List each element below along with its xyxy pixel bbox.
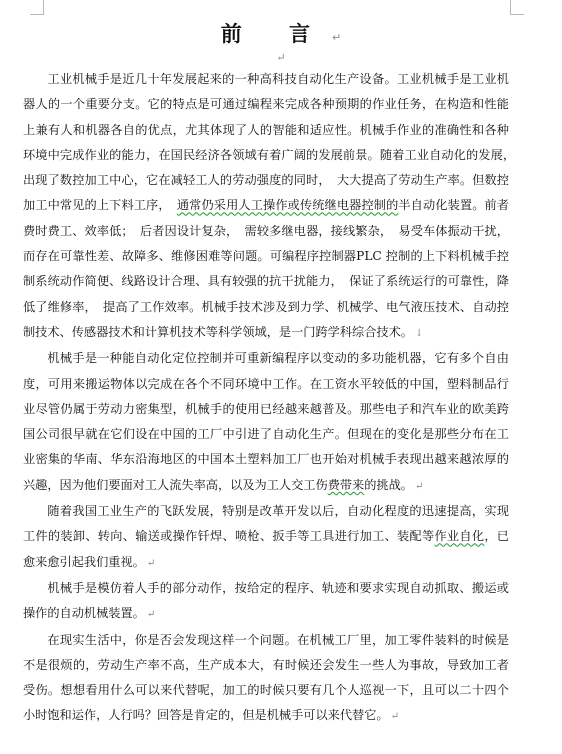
crop-mark-top-left [43, 0, 44, 14]
paragraph-1[interactable] [23, 67, 522, 346]
paragraph-text-continued: ，已愈来愈引起我们重视。 [23, 529, 509, 569]
paragraph-text: 机械手是模仿着人手的部分动作，按给定的程序、轨迹和要求实现自动抓取、搬运或操作的自动机械装置。 [23, 580, 509, 621]
paragraph-4[interactable] [23, 576, 509, 628]
document-title[interactable] [0, 18, 562, 54]
paragraph-mark-icon: ↵ [146, 609, 156, 621]
line-break-mark-icon: ↓ [415, 327, 424, 339]
title-text: 前 言 [220, 22, 331, 46]
crop-mark-top-right-horizontal [510, 14, 524, 15]
paragraph-text-continued: 的挑战。 [364, 477, 413, 492]
paragraph-mark-icon: ↵ [415, 480, 424, 492]
paragraph-text-continued: 半自动化装置。前者费时费工、效率低； 后者因设计复杂， 需较多继电器，接线繁杂， 易受车体振动干扰，而存在可靠性差、故障多、维修困难等问题。可编程序控制器PLC 控制的上下料机械手控制系统动作简便、线路设计合理、具有较强的抗干扰能力， 保证了系统运行的可靠性，降低了维修率， 提高了工作效率。机械手技术涉及到力学、机械学、电气液压技术、自动控制技术、传感器技术和计算机技术等科学领域，是一门跨学科综合技术。 [23, 198, 510, 339]
paragraph-3[interactable] [23, 499, 509, 576]
paragraph-mark-icon: ↵ [276, 51, 286, 64]
paragraph-5[interactable] [23, 628, 509, 730]
grammar-flagged-text: 作业自化 [434, 529, 485, 544]
paragraph-mark-icon: ↵ [332, 31, 342, 44]
empty-paragraph[interactable] [0, 52, 562, 64]
crop-mark-top-right [510, 0, 511, 14]
paragraph-2[interactable] [23, 346, 509, 499]
paragraph-mark-icon: ↵ [146, 557, 156, 569]
document-body[interactable] [23, 67, 522, 730]
grammar-flagged-text: 通常仍采用人工操作或传统继电器控制的 [176, 198, 399, 213]
paragraph-text: 随着我国工业生产的飞跃发展，特别是改革开发以后，自动化程度的迅速提高，实现工件的装卸、转向、输送或操作钎焊、喷枪、扳手等工具进行加工、装配等 [23, 504, 509, 544]
crop-mark-top-left-horizontal [30, 14, 44, 15]
paragraph-text: 机械手是一种能自动化定位控制并可重新编程序以变动的多功能机器，它有多个自由度，可用来搬运物体以完成在各个不同环境中工作。在工资水平较低的中国，塑料制品行业尽管仍属于劳动力密集型，机械手的使用已经越来越普及。那些电子和汽车业的欧美跨国公司很早就在它们设在中国的工厂中引进了自动化生产。但现在的变化是那些分布在工业密集的华南、华东沿海地区的中国本土塑料加工厂也开始对机械手表现出越来越浓厚的兴趣，因为他们要面对工人流失率高，以及为工人交工伤 [23, 351, 509, 492]
paragraph-text: 工业机械手是近几十年发展起来的一种高科技自动化生产设备。工业机械手是工业机器人的一个重要分支。它的特点是可通过编程来完成各种预期的作业任务，在构造和性能上兼有人和机器各自的优点，尤其体现了人的智能和适应性。机械手作业的准确性和各种环境中完成作业的能力，在国民经济各领域有着广阔的发展前景。随着工业自动化的发展， 出现了数控加工中心，它在减轻工人的劳动强度的同时， 大大提高了劳动生产率。但数控加工中常见的上下料工序， [23, 72, 522, 213]
paragraph-mark-icon: ↵ [390, 711, 400, 723]
paragraph-text: 在现实生活中，你是否会发现这样一个问题。在机械工厂里，加工零件装料的时候是不是很烦的，劳动生产率不高，生产成本大，有时候还会发生一些人为事故，导致加工者受伤。想想看用什么可以来代替呢，加工的时候只要有几个人巡视一下，且可以二十四个小时饱和运作，人行吗？回答是肯定的，但是机械手可以来代替它。 [23, 632, 509, 723]
grammar-flagged-text: 费带来 [327, 477, 365, 492]
